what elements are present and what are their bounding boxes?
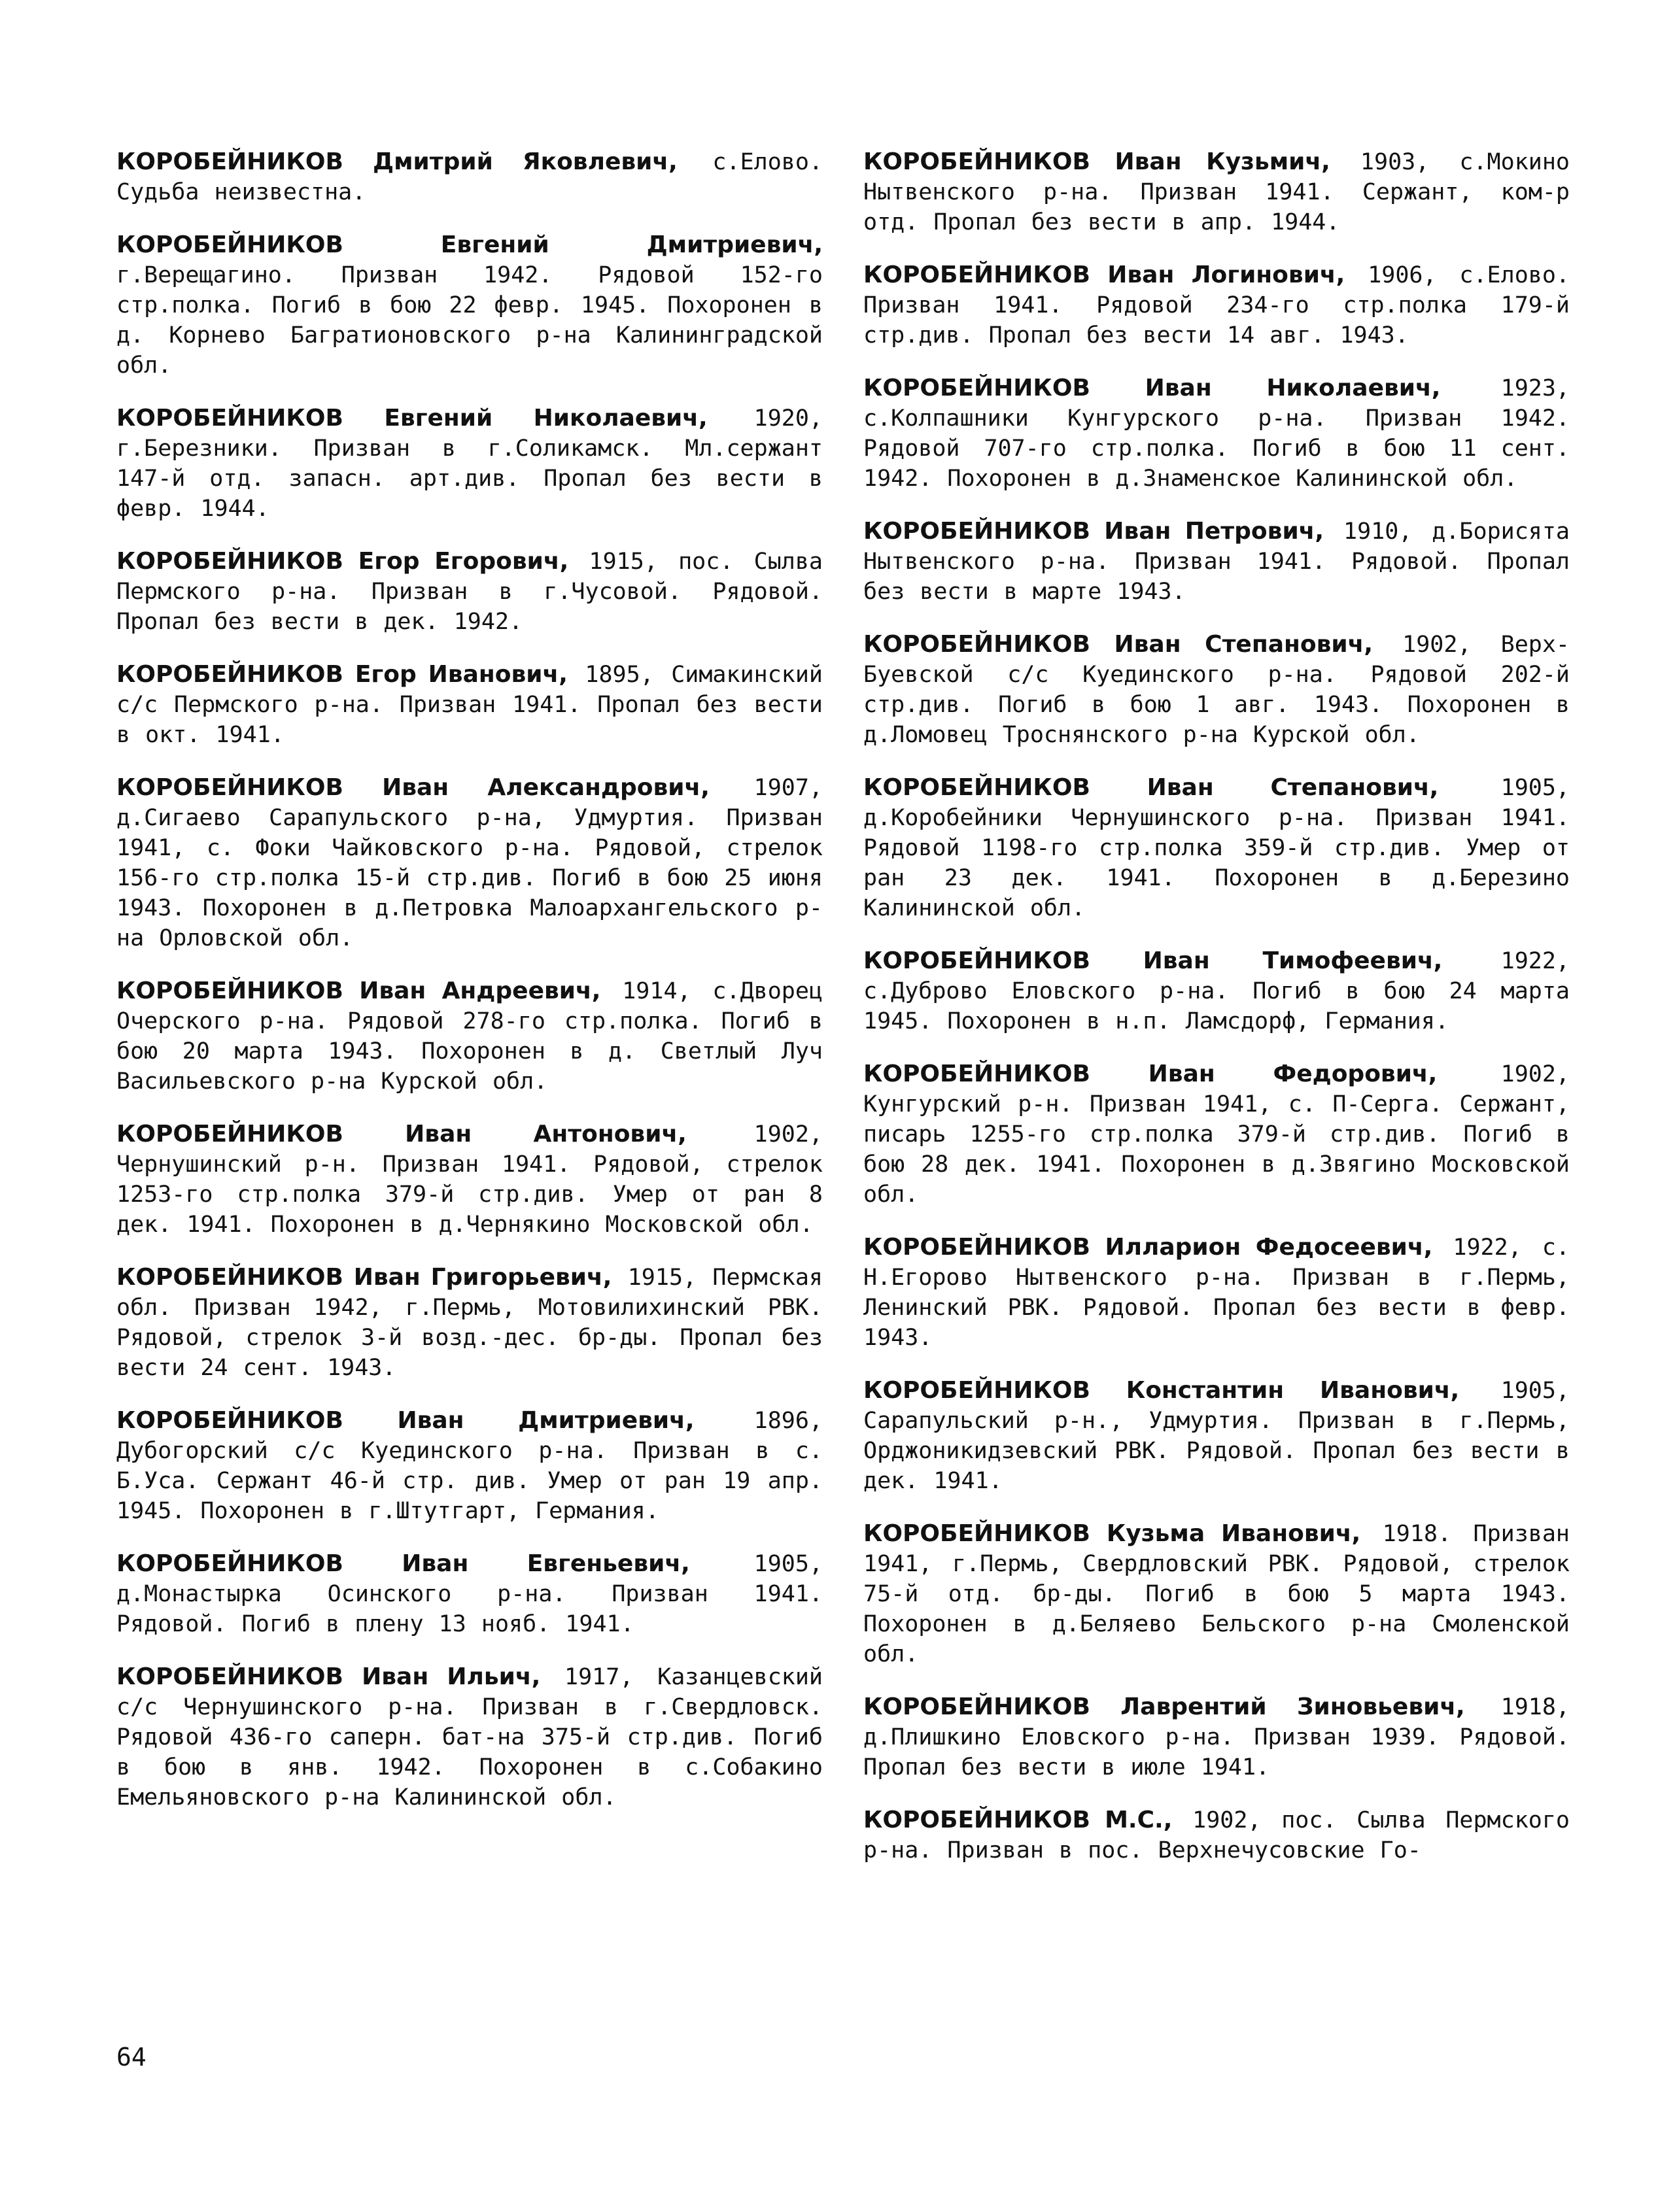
record-name: КОРОБЕЙНИКОВ Иван Дмитриевич, [116, 1407, 695, 1434]
record-name: КОРОБЕЙНИКОВ Кузьма Иванович, [863, 1520, 1361, 1547]
record-details: г.Верещагино. Призван 1942. Рядовой 152-го стр.полка. Погиб в бою 22 февр. 1945. Похоронен в д. Корнево Багратионовского р-на Калининградской обл. [116, 262, 823, 379]
record-entry [863, 517, 1570, 607]
record-name: КОРОБЕЙНИКОВ Иван Кузьмич, [863, 148, 1330, 175]
record-details: 1902, пос. Сылва Пермского р-на. Призван в пос. Верхнечусовские Го- [863, 1807, 1570, 1863]
record-details: 1902, Чернушинский р-н. Призван 1941. Рядовой, стрелок 1253-го стр.полка 379-й стр.див. Умер от ран 8 дек. 1941. Похоронен в д.Чернякино Московской обл. [116, 1121, 823, 1238]
record-entry [863, 946, 1570, 1036]
record-entry [116, 1263, 823, 1383]
record-name: КОРОБЕЙНИКОВ Иван Ильич, [116, 1663, 541, 1690]
record-details: 1905, д.Монастырка Осинского р-на. Призван 1941. Рядовой. Погиб в плену 13 нояб. 1941. [116, 1551, 823, 1637]
record-details: 1907, д.Сигаево Сарапульского р-на, Удмуртия. Призван 1941, с. Фоки Чайковского р-на. Рядовой, стрелок 156-го стр.полка 15-й стр.див. Погиб в бою 25 июня 1943. Похоронен в д.Петровка Малоархангельского р-на Орловской обл. [116, 775, 823, 951]
record-name: КОРОБЕЙНИКОВ Иван Евгеньевич, [116, 1550, 690, 1577]
record-entry [863, 1376, 1570, 1496]
record-entry [116, 976, 823, 1097]
record-name: КОРОБЕЙНИКОВ Лаврентий Зиновьевич, [863, 1693, 1465, 1720]
record-entry [863, 1805, 1570, 1865]
record-name: КОРОБЕЙНИКОВ Иван Степанович, [863, 774, 1439, 801]
record-name: КОРОБЕЙНИКОВ Илларион Федосеевич, [863, 1234, 1433, 1261]
record-name: КОРОБЕЙНИКОВ Дмитрий Яковлевич, [116, 148, 678, 175]
record-name: КОРОБЕЙНИКОВ М.С., [863, 1807, 1173, 1833]
record-name: КОРОБЕЙНИКОВ Евгений Николаевич, [116, 405, 708, 432]
record-name: КОРОБЕЙНИКОВ Иван Николаевич, [863, 375, 1441, 401]
record-details: 1922, с.Дуброво Еловского р-на. Погиб в бою 24 марта 1945. Похоронен в н.п. Ламсдорф, Германия. [863, 948, 1570, 1034]
record-entry [116, 1406, 823, 1526]
record-entry [863, 1692, 1570, 1782]
record-details: 1896, Дубогорский с/с Куединского р-на. Призван в с. Б.Уса. Сержант 46-й стр. див. Умер от ран 19 апр. 1945. Похоронен в г.Штутгарт, Германия. [116, 1408, 823, 1524]
record-entry [116, 403, 823, 524]
record-details: 1922, с. Н.Егорово Нытвенского р-на. Призван в г.Пермь, Ленинский РВК. Рядовой. Пропал без вести в февр. 1943. [863, 1234, 1570, 1351]
record-name: КОРОБЕЙНИКОВ Иван Антонович, [116, 1121, 687, 1148]
record-details: 1903, с.Мокино Нытвенского р-на. Призван 1941. Сержант, ком-р отд. Пропал без вести в апр. 1944. [863, 149, 1570, 235]
record-entry [116, 547, 823, 637]
record-name: КОРОБЕЙНИКОВ Иван Федорович, [863, 1061, 1438, 1087]
record-entry [116, 1119, 823, 1240]
record-name: КОРОБЕЙНИКОВ Евгений Дмитриевич, [116, 231, 823, 258]
record-details: 1920, г.Березники. Призван в г.Соликамск. Мл.сержант 147-й отд. запасн. арт.див. Пропал без вести в февр. 1944. [116, 405, 823, 522]
record-details: с.Елово. Судьба неизвестна. [116, 149, 823, 205]
left-column [116, 147, 823, 2076]
record-details: 1910, д.Борисята Нытвенского р-на. Призван 1941. Рядовой. Пропал без вести в марте 1943. [863, 519, 1570, 605]
record-entry [116, 660, 823, 750]
record-name: КОРОБЕЙНИКОВ Иван Андреевич, [116, 978, 601, 1004]
record-details: 1905, Сарапульский р-н., Удмуртия. Призван в г.Пермь, Орджоникидзевский РВК. Рядовой. Пропал без вести в дек. 1941. [863, 1378, 1570, 1494]
record-name: КОРОБЕЙНИКОВ Иван Александрович, [116, 774, 710, 801]
right-column [863, 147, 1570, 2076]
record-entry [863, 773, 1570, 923]
record-details: 1923, с.Колпашники Кунгурского р-на. Призван 1942. Рядовой 707-го стр.полка. Погиб в бою 11 сент. 1942. Похоронен в д.Знаменское Калининской обл. [863, 375, 1570, 492]
record-name: КОРОБЕЙНИКОВ Иван Петрович, [863, 518, 1324, 545]
record-entry [863, 1233, 1570, 1353]
record-details: 1918, д.Плишкино Еловского р-на. Призван 1939. Рядовой. Пропал без вести в июле 1941. [863, 1694, 1570, 1780]
record-details: 1914, с.Дворец Очерского р-на. Рядовой 278-го стр.полка. Погиб в бою 20 марта 1943. Похоронен в д. Светлый Луч Васильевского р-на Курской обл. [116, 978, 823, 1095]
record-name: КОРОБЕЙНИКОВ Иван Григорьевич, [116, 1264, 612, 1291]
record-details: 1902, Кунгурский р-н. Призван 1941, с. П-Серга. Сержант, писарь 1255-го стр.полка 379-й стр.див. Погиб в бою 28 дек. 1941. Похоронен в д.Звягино Московской обл. [863, 1061, 1570, 1208]
record-entry [116, 147, 823, 207]
record-entry [116, 1549, 823, 1639]
record-entry [863, 260, 1570, 350]
record-entry [863, 147, 1570, 237]
record-name: КОРОБЕЙНИКОВ Иван Степанович, [863, 631, 1373, 658]
record-details: 1915, пос. Сылва Пермского р-на. Призван в г.Чусовой. Рядовой. Пропал без вести в дек. 1942. [116, 549, 823, 635]
record-entry [116, 773, 823, 953]
record-details: 1895, Симакинский с/с Пермского р-на. Призван 1941. Пропал без вести в окт. 1941. [116, 662, 823, 748]
record-entry [863, 373, 1570, 494]
record-details: 1917, Казанцевский с/с Чернушинского р-на. Призван в г.Свердловск. Рядовой 436-го саперн. бат-на 375-й стр.див. Погиб в бою в янв. 1942. Похоронен в с.Собакино Емельяновского р-на Калининской обл. [116, 1664, 823, 1811]
record-name: КОРОБЕЙНИКОВ Константин Иванович, [863, 1377, 1460, 1404]
record-name: КОРОБЕЙНИКОВ Егор Иванович, [116, 661, 568, 688]
record-name: КОРОБЕЙНИКОВ Иван Логинович, [863, 262, 1345, 288]
record-entry [863, 630, 1570, 750]
record-entry [116, 1662, 823, 1812]
record-name: КОРОБЕЙНИКОВ Иван Тимофеевич, [863, 947, 1443, 974]
record-details: 1915, Пермская обл. Призван 1942, г.Пермь, Мотовилихинский РВК. Рядовой, стрелок 3-й возд.-дес. бр-ды. Пропал без вести 24 сент. 1943. [116, 1265, 823, 1381]
record-details: 1905, д.Коробейники Чернушинского р-на. Призван 1941. Рядовой 1198-го стр.полка 359-й стр.див. Умер от ран 23 дек. 1941. Похоронен в д.Березино Калининской обл. [863, 775, 1570, 921]
page-number: 64 [116, 2043, 147, 2071]
record-name: КОРОБЕЙНИКОВ Егор Егорович, [116, 548, 569, 575]
record-entry [116, 230, 823, 381]
record-details: 1918. Призван 1941, г.Пермь, Свердловский РВК. Рядовой, стрелок 75-й отд. бр-ды. Погиб в бою 5 марта 1943. Похоронен в д.Беляево Бельского р-на Смоленской обл. [863, 1521, 1570, 1667]
record-details: 1902, Верх-Буевской с/с Куединского р-на. Рядовой 202-й стр.див. Погиб в бою 1 авг. 1943. Похоронен в д.Ломовец Троснянского р-на Курской обл. [863, 632, 1570, 748]
record-details: 1906, с.Елово. Призван 1941. Рядовой 234-го стр.полка 179-й стр.див. Пропал без вести 14 авг. 1943. [863, 262, 1570, 349]
record-entry [863, 1519, 1570, 1669]
record-entry [863, 1059, 1570, 1210]
